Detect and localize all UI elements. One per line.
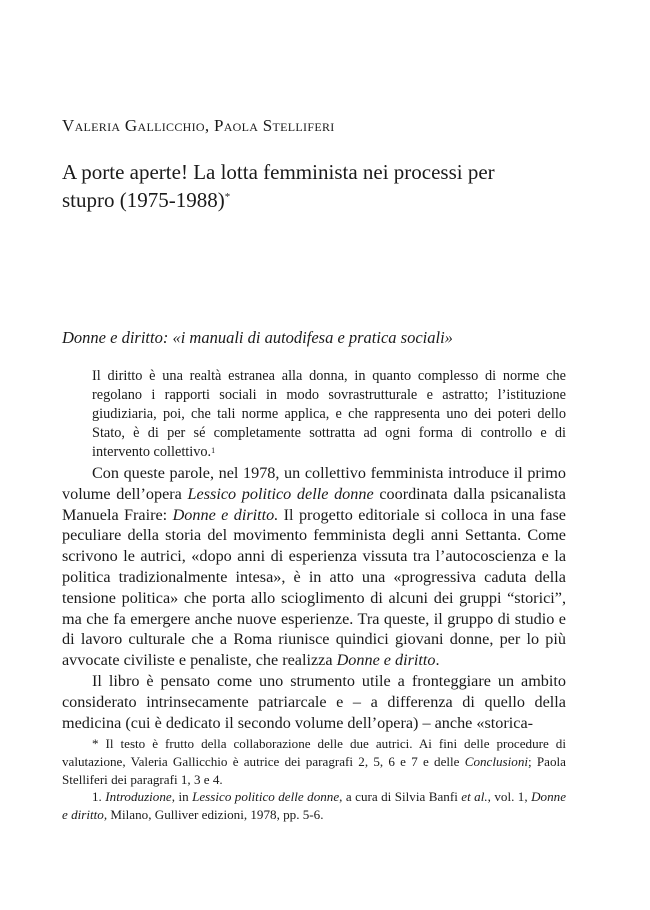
body-text-run: coordinata dalla psicanalista Manuela Fraire:: [62, 484, 566, 524]
footnote-italic: Lessico politico delle donne: [192, 789, 340, 805]
section-heading: Donne e diritto: «i manuali di autodifesa e pratica sociali»: [62, 328, 453, 347]
footnote-italic: Conclusioni: [464, 753, 529, 769]
body-paragraph-1: [62, 463, 566, 671]
footnote-text-run: 1.: [92, 789, 106, 805]
body-paragraph-2: Il libro è pensato come uno strumento utile a fronteggiare un ambito considerato intrinsecamente patriarcale e – a differenza di quello della medicina (cui è dedicato il secondo volume dell’opera) – anche «storica-: [62, 671, 566, 732]
volume-title-italic: Donne e diritto.: [172, 505, 279, 524]
article-title-text: A porte aperte! La lotta femminista nei processi per stupro (1975-1988): [62, 160, 495, 212]
quote-footnote-mark: 1: [211, 446, 216, 455]
title-footnote-mark: *: [224, 191, 231, 203]
footnote-star: [62, 735, 566, 788]
block-quote-text: Il diritto è una realtà estranea alla donna, in quanto complesso di norme che regolano i rapporti sociali in modo sovrastrutturale e astratto; l’istituzione giudiziaria, poi, che tali norme applica, e che rappresenta uno dei poteri dello Stato, è di per sé completamente sottratta ad ogni forma di controllo e di intervento collettivo.: [92, 368, 566, 460]
footnote-text-run: , in: [171, 789, 193, 805]
footnote-1: [62, 788, 566, 824]
footnote-italic: et al.: [461, 789, 488, 805]
footnote-text-run: , a cura di Silvia Banfi: [339, 789, 462, 805]
body-text-run: Con queste parole, nel 1978, un collettivo femminista introduce il primo volume dell’opera: [62, 464, 566, 503]
footnote-text-run: * Il testo è frutto della collaborazione delle due autrici. Ai fini delle procedure di valutazione, Valeria Gallicchio è autrice dei paragrafi 2, 5, 6 e 7 e delle: [62, 736, 566, 769]
body-text-run: Il progetto editoriale si colloca in una fase peculiare della storia del movimento femminista degli anni Settanta. Come scrivono le autrici, «dopo anni di esperienza vissuta tra l’autocoscienza e la politica tradizionalmente intesa», è in atto una «progressiva caduta della tensione politica» che porta allo scioglimento di alcuni dei gruppi “storici”, ma che fa emergere anche nuove esperienze. Tra queste, il gruppo di studio e di lavoro culturale che a Roma riunisce quindici giovani donne, per lo più avvocate civiliste e penaliste, che realizza: [62, 505, 566, 670]
article-page: [62, 0, 566, 910]
book-title-italic: Lessico politico delle donne: [187, 484, 374, 503]
volume-title-italic: Donne e diritto: [336, 651, 436, 670]
article-title: [62, 158, 542, 214]
footnote-italic: Introduzione: [105, 789, 172, 805]
article-authors: Valeria Gallicchio, Paola Stelliferi: [62, 116, 335, 135]
footnote-italic: Donne e diritto: [62, 789, 567, 823]
footnote-text-run: ; Paola Stelliferi dei paragrafi 1, 3 e 4.: [62, 753, 566, 787]
footnotes: [62, 735, 566, 824]
footnote-text-run: , vol. 1,: [487, 789, 532, 805]
body-text: [62, 463, 566, 733]
footnote-text-run: , Milano, Gulliver edizioni, 1978, pp. 5-6.: [103, 807, 324, 823]
block-quote: [92, 367, 566, 462]
body-text-run: .: [435, 651, 440, 670]
